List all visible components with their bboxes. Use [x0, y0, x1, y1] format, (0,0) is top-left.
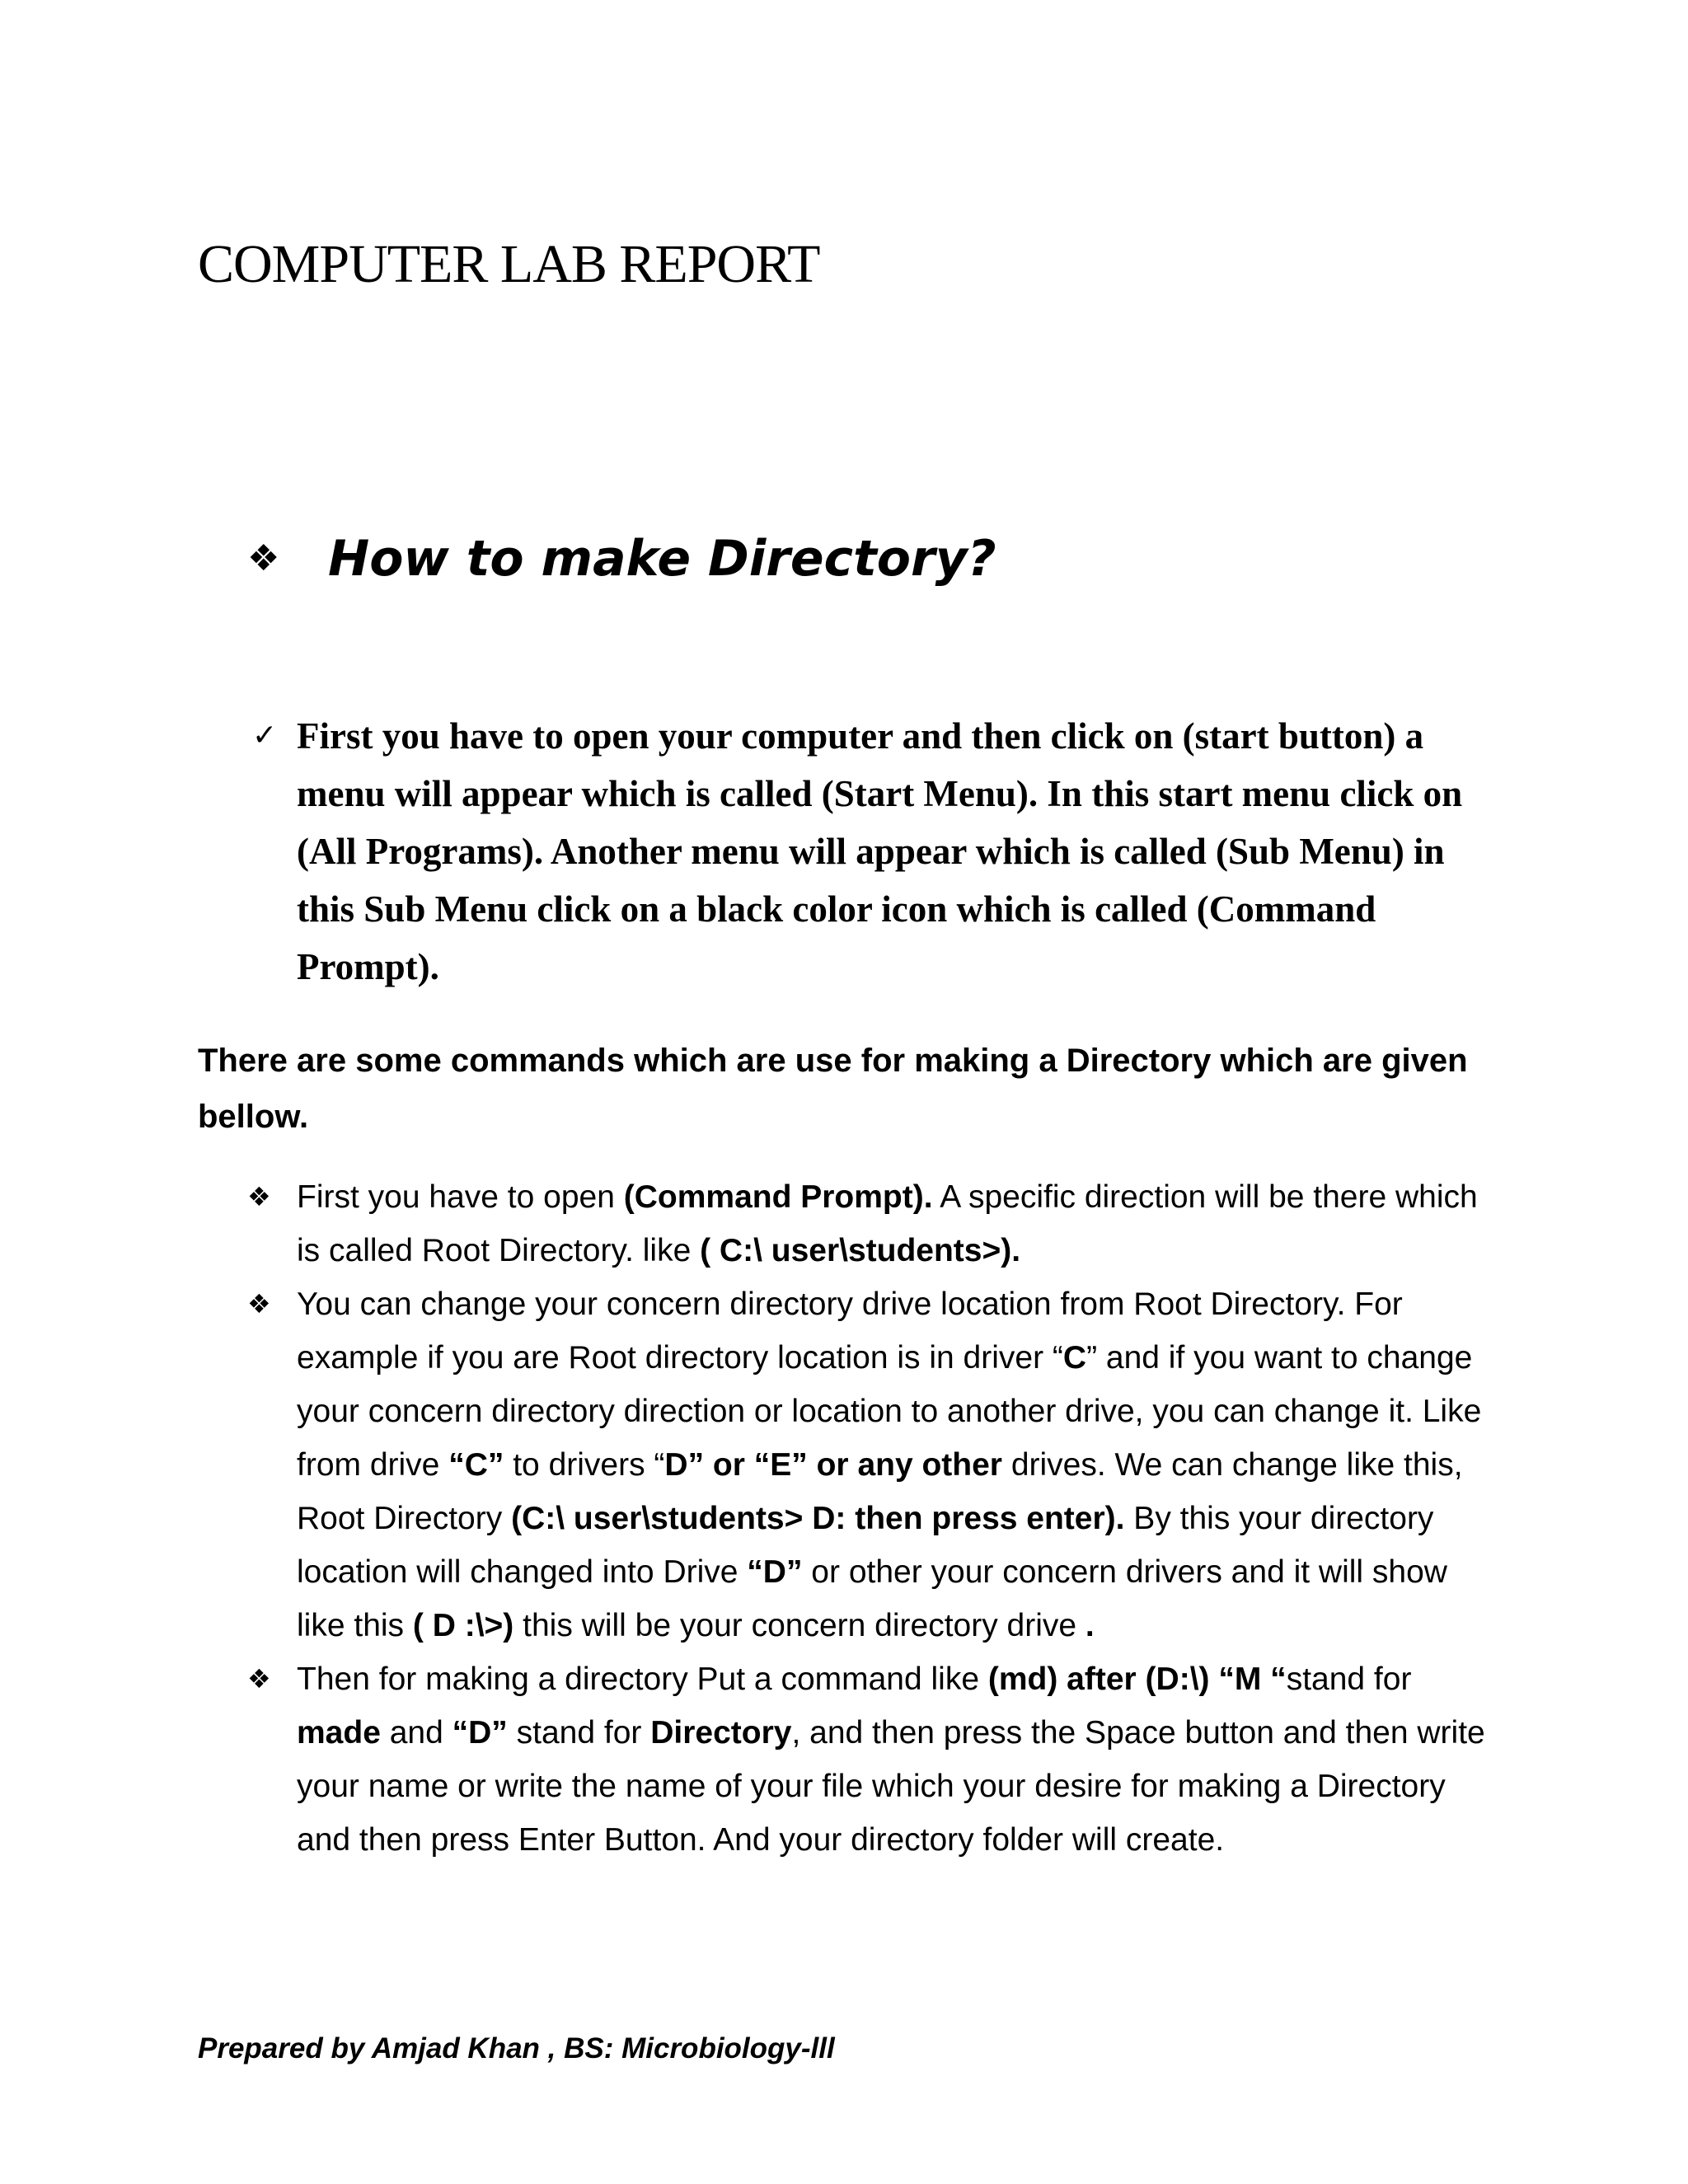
list-item-text: this will be your concern directory drive: [513, 1608, 1085, 1643]
prepared-by-footer: Prepared by Amjad Khan , BS: Microbiology-lll: [198, 2032, 835, 2064]
list-item-text: stand for: [1286, 1661, 1412, 1697]
list-item-text: By this your directory location will changed into Drive: [297, 1501, 1434, 1590]
list-item-text: to drivers “: [504, 1447, 665, 1483]
list-item-bold-text: “D”: [452, 1715, 508, 1750]
list-item-bold-text: .: [1085, 1608, 1095, 1643]
section-heading: [247, 530, 996, 588]
list-item-bold-text: Directory: [650, 1715, 792, 1750]
list-item-bold-text: (C:\ user\students> D: then press enter).: [511, 1501, 1125, 1536]
checklist-item-text: First you have to open your computer and then click on (start button) a menu will appear which is called (Start Menu). In this start menu click on (All Programs). Another menu will appear which is called (Sub Menu) in this Sub Menu click on a black color icon which is called (Command Prompt).: [297, 715, 1463, 987]
list-item-bold-text: made: [297, 1715, 381, 1750]
list-item-bold-text: (Command Prompt).: [623, 1179, 933, 1215]
command-steps-list: [247, 1170, 1500, 1867]
list-item-text: First you have to open: [297, 1179, 624, 1215]
page-title: COMPUTER LAB REPORT: [198, 234, 820, 294]
checklist-item: [252, 707, 1505, 996]
commands-intro: There are some commands which are use for making a Directory which are given bellow.: [198, 1043, 1468, 1135]
list-item-bold-text: (md) after (D:\) “M “: [987, 1661, 1287, 1697]
list-item-text: and: [380, 1715, 452, 1750]
list-item-text: You can change your concern directory drive location from Root Directory. For example if you are Root directory location is in driver “: [297, 1286, 1403, 1376]
list-item-text: drives. We can change like this, Root Directory: [297, 1447, 1463, 1536]
list-item-text: ” and if you want to change your concern directory direction or location to another drive, you can change it. Like from drive: [297, 1340, 1482, 1483]
list-item-bold-text: “D”: [747, 1554, 803, 1590]
checkmark-icon: ✓: [252, 719, 278, 752]
diamond-bullet-icon: ❖: [247, 1663, 271, 1694]
list-item: [247, 1170, 1500, 1277]
diamond-bullet-icon: ❖: [247, 537, 280, 579]
list-item: [247, 1277, 1500, 1652]
list-item-text: A specific direction will be there which is called Root Directory. like: [297, 1179, 1478, 1268]
list-item: [247, 1652, 1500, 1867]
diamond-bullet-icon: ❖: [247, 1288, 271, 1319]
list-item-text: or other your concern drivers and it will show like this: [297, 1554, 1447, 1643]
diamond-bullet-icon: ❖: [247, 1181, 271, 1212]
list-item-bold-text: ( C:\ user\students>).: [700, 1233, 1021, 1268]
list-item-text: stand for: [507, 1715, 651, 1750]
list-item-bold-text: D” or “E” or any other: [664, 1447, 1002, 1483]
list-item-text: , and then press the Space button and then write your name or write the name of your file which your desire for making a Directory and then press Enter Button. And your directory folder will create.: [297, 1715, 1485, 1858]
section-heading-text: How to make Directory?: [328, 530, 996, 588]
list-item-text: Then for making a directory Put a command like: [297, 1661, 988, 1697]
list-item-bold-text: C: [1062, 1340, 1087, 1376]
list-item-bold-text: ( D :\>): [412, 1608, 514, 1643]
list-item-bold-text: “C”: [448, 1447, 504, 1483]
